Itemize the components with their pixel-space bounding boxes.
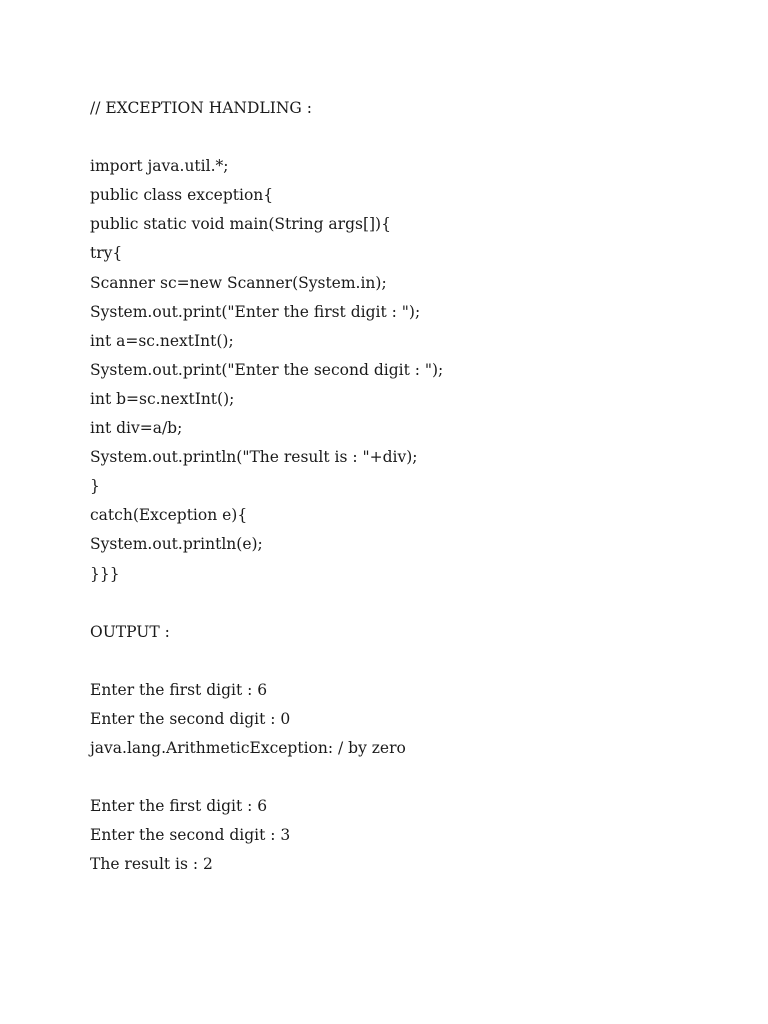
code-line: int div=a/b; <box>90 419 183 438</box>
code-line: } <box>90 477 100 496</box>
section-heading: // EXCEPTION HANDLING : <box>90 99 312 117</box>
code-line: }}} <box>90 564 120 583</box>
code-line: public static void main(String args[]){ <box>90 215 391 234</box>
output-run-1 <box>90 676 730 763</box>
code-line: try{ <box>90 244 123 263</box>
code-line: int a=sc.nextInt(); <box>90 331 234 350</box>
code-line: int b=sc.nextInt(); <box>90 389 235 408</box>
document-content <box>90 94 730 880</box>
output-line: Enter the first digit : 6 <box>90 680 268 699</box>
code-line: System.out.println("The result is : "+div); <box>90 448 418 467</box>
blank-line <box>90 123 730 152</box>
code-line: System.out.print("Enter the first digit : "); <box>90 302 421 321</box>
output-heading: OUTPUT : <box>90 622 170 641</box>
blank-line <box>90 589 730 618</box>
code-line: System.out.print("Enter the second digit : "); <box>90 360 444 379</box>
code-line: catch(Exception e){ <box>90 506 248 525</box>
code-block <box>90 152 730 588</box>
code-line: import java.util.*; <box>90 157 229 176</box>
code-line: System.out.println(e); <box>90 535 263 554</box>
output-line: java.lang.ArithmeticException: / by zero <box>90 739 406 758</box>
code-line: Scanner sc=new Scanner(System.in); <box>90 273 387 292</box>
code-line: public class exception{ <box>90 186 274 205</box>
output-line: Enter the first digit : 6 <box>90 797 268 816</box>
output-run-2 <box>90 792 730 879</box>
output-line: Enter the second digit : 3 <box>90 826 291 845</box>
blank-line <box>90 763 730 792</box>
output-line: Enter the second digit : 0 <box>90 709 291 728</box>
output-line: The result is : 2 <box>90 855 213 874</box>
blank-line <box>90 647 730 676</box>
